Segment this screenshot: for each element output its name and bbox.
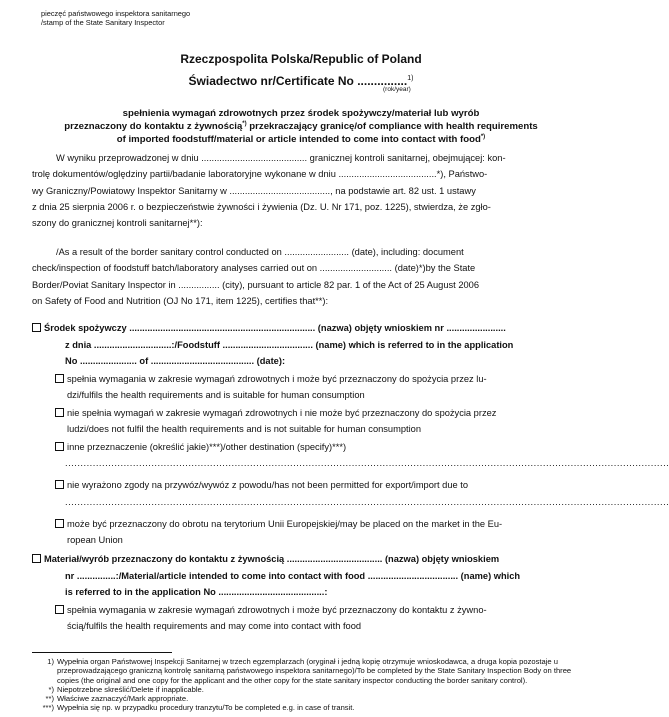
certificate-title: [0, 74, 602, 88]
subheading-line-3: [60, 132, 542, 145]
inspection-paragraph-pl: [32, 150, 570, 231]
para-pl-line-2: trolę dokumentów/oględziny partii/badanie laboratoryjne wykonane w dniu ......................................*), Państwo-: [32, 169, 488, 180]
material-option-suitable-text-1: spełnia wymagania w zakresie wymagań zdrowotnych i może być przeznaczony do kontaktu z żywno-: [67, 605, 487, 615]
food-option-other: [55, 439, 573, 455]
para-en-line-2: check/inspection of foodstuff batch/laboratory analyses carried out on ............................ (date)*)by the State: [32, 263, 476, 274]
footnote-1-text: Wypełnia organ Państwowej Inspekcji Sanitarnej w trzech egzemplarzach (oryginał i jedną kopię otrzymuje wnioskodawca, a druga kopia pozostaje u przeprowadzającego graniczną kontrolę sanitarną państwowego inspektora sanitarnego)/To be completed by the State Sanitary Inspection Body on three copies (the original and one copy for the applicant and the other copy for the state sanitary inspector conducting the border sanitary control).: [57, 657, 572, 685]
stamp-caption: [41, 9, 190, 27]
food-option-eu-market-text-1: może być przeznaczony do obrotu na terytorium Unii Europejskiej/may be placed on the market in the Eu-: [67, 519, 503, 529]
food-option-not-permitted-text: nie wyrażono zgody na przywóz/wywóz z powodu/has not been permitted for export/import due to: [67, 480, 469, 490]
subheading-line-2: [60, 119, 542, 132]
footnote-2: [32, 685, 572, 694]
footnote-4-marker: ***): [42, 703, 54, 712]
subheading-line-2b: przekraczający granicę/of compliance with health requirements: [246, 121, 538, 133]
footnote-ref-1: 1): [407, 75, 414, 82]
footnote-2-text: Niepotrzebne skreślić/Delete if inapplicable.: [57, 685, 204, 694]
stamp-caption-pl: pieczęć państwowego inspektora sanitarnego: [41, 9, 191, 18]
food-option-eu-market: [55, 516, 573, 532]
food-option-eu-market-text-2: ropean Union: [67, 535, 123, 545]
food-option-suitable-checkbox[interactable]: [55, 374, 64, 383]
food-option-not-permitted: [55, 477, 573, 493]
para-pl-line-5: szony do granicznej kontroli sanitarnej**):: [32, 218, 203, 229]
footnote-ref-star-2: *): [480, 134, 486, 141]
stamp-caption-en: /stamp of the State Sanitary Inspector: [41, 18, 165, 27]
para-pl-line-3: wy Graniczny/Powiatowy Inspektor Sanitarny w ......................................., na podstawie art. 82 ust. 1 ustawy: [32, 185, 476, 196]
footnote-3-marker: **): [45, 694, 54, 703]
material-line-1: Materiał/wyrób przeznaczony do kontaktu z żywnością ..................................... (nazwa) objęty wnioskiem: [44, 554, 500, 564]
para-pl-line-4: z dnia 25 sierpnia 2006 r. o bezpieczeństwie żywności i żywienia (Dz. U. Nr 171, poz. 1225), stwierdza, że zgło-: [32, 201, 491, 212]
footnote-2-marker: *): [48, 685, 54, 694]
food-option-not-permitted-checkbox[interactable]: [55, 480, 64, 489]
material-option-suitable-text-2: ścią/fulfils the health requirements and may come into contact with food: [67, 621, 362, 631]
certificate-subheading: [60, 108, 542, 145]
footnote-ref-star: *): [242, 121, 247, 127]
food-not-permitted-fill-line[interactable]: ....................................................................................................................................................................................................: [65, 497, 669, 507]
document-country-title: Rzeczpospolita Polska/Republic of Poland: [180, 52, 422, 66]
para-pl-line-1: W wyniku przeprowadzonej w dniu ......................................... granicznej kontroli sanitarnej, obejmującej: kon-: [56, 153, 506, 163]
para-en-line-1: /As a result of the border sanitary control conducted on ......................... (date), including: document: [56, 247, 464, 257]
para-en-line-4: on Safety of Food and Nutrition (OJ No 171, item 1225), certifies that**):: [32, 295, 329, 306]
foodstuff-line-1: Środek spożywczy ........................................................................ (nazwa) objęty wnioskiem nr .......................: [44, 323, 506, 333]
material-line-3: is referred to in the application No .........................................:: [65, 587, 328, 597]
material-option-suitable: [55, 602, 573, 618]
para-en-line-3: Border/Poviat Sanitary Inspector in ................ (city), pursuant to article 82 par. 1 of the Act of 25 August 2006: [32, 279, 480, 290]
food-option-other-checkbox[interactable]: [55, 442, 64, 451]
food-option-unsuitable-text-1: nie spełnia wymagań w zakresie wymagań zdrowotnych i nie może być przeznaczony do spożycia przez: [67, 408, 497, 418]
food-option-unsuitable-checkbox[interactable]: [55, 408, 64, 417]
subheading-line-2a: przeznaczony do kontaktu z żywnością: [64, 121, 243, 133]
foodstuff-line-3: No ...................... of ........................................ (date):: [65, 356, 286, 366]
certificate-title-text: Świadectwo nr/Certificate No ...............: [188, 74, 408, 88]
material-line-2: nr ...............:/Material/article intended to come into contact with food ................................... (name) which: [65, 571, 521, 581]
footnote-3: [32, 694, 572, 703]
food-option-unsuitable: [55, 405, 573, 421]
footnote-1-marker: 1): [47, 657, 54, 666]
foodstuff-line-2: z dnia ..............................:/Foodstuff ................................... (name) which is referred to in the application: [65, 340, 514, 350]
material-option-suitable-checkbox[interactable]: [55, 605, 64, 614]
subheading-line-1: spełnienia wymagań zdrowotnych przez środek spożywczy/materiał lub wyrób: [122, 108, 480, 119]
foodstuff-section-header: [32, 320, 572, 336]
food-option-suitable: [55, 371, 573, 387]
year-hint: (rok/year): [383, 86, 411, 93]
foodstuff-checkbox[interactable]: [32, 323, 41, 332]
footnote-divider: [32, 652, 172, 653]
material-checkbox[interactable]: [32, 554, 41, 563]
food-option-suitable-text-2: dzi/fulfils the health requirements and is suitable for human consumption: [67, 390, 365, 400]
footnote-3-text: Właściwe zaznaczyć/Mark appropriate.: [57, 694, 189, 703]
footnote-4-text: Wypełnia się np. w przypadku procedury tranzytu/To be completed e.g. in case of transit.: [57, 703, 355, 712]
food-other-fill-line[interactable]: ....................................................................................................................................................................................................: [65, 458, 669, 468]
footnote-4: [32, 703, 572, 712]
material-section-header: [32, 551, 572, 567]
subheading-line-3-text: of imported foodstuff/material or article intended to come into contact with food: [116, 134, 481, 146]
inspection-paragraph-en: [32, 244, 570, 309]
food-option-other-text: inne przeznaczenie (określić jakie)***)/other destination (specify)***): [67, 442, 347, 452]
food-option-suitable-text-1: spełnia wymagania w zakresie wymagań zdrowotnych i może być przeznaczony do spożycia przez lu-: [67, 374, 487, 384]
food-option-unsuitable-text-2: ludzi/does not fulfil the health requirements and is not suitable for human consumption: [67, 424, 422, 434]
food-option-eu-market-checkbox[interactable]: [55, 519, 64, 528]
